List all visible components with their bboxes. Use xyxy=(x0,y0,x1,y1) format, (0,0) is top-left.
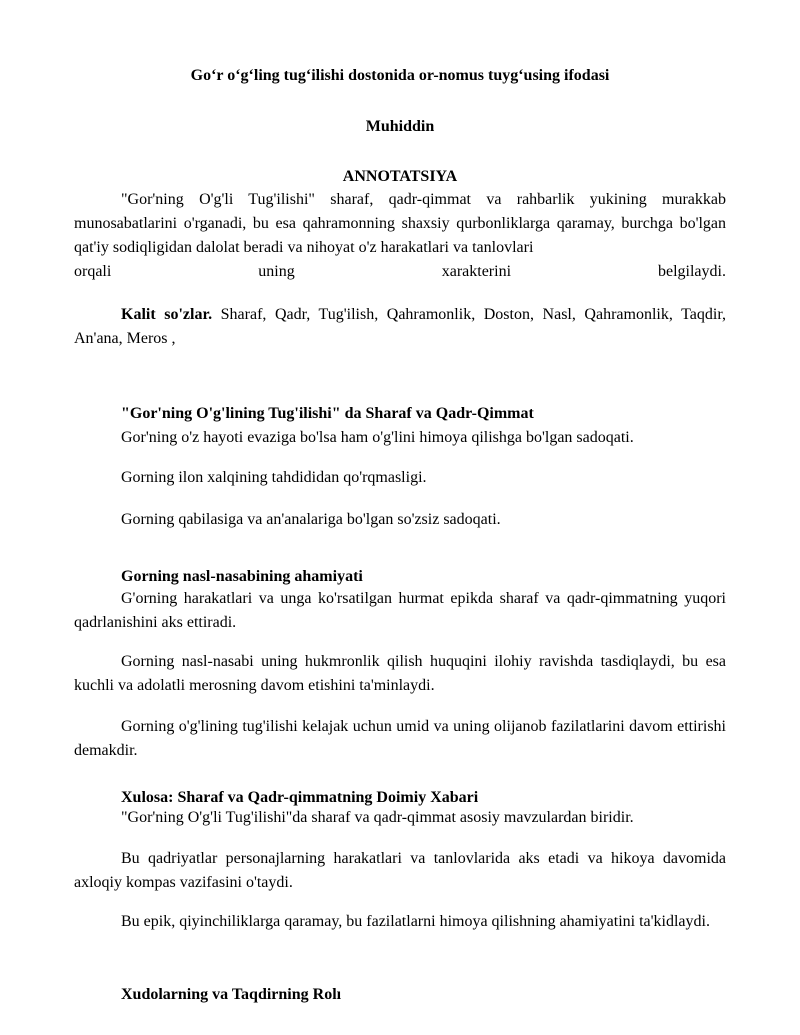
section-paragraph: G'orning harakatlari va unga ko'rsatilgan hurmat epikda sharaf va qadr-qimmatning yuqori qadrlanishini aks ettiradi. xyxy=(74,590,726,631)
annotation-word: orqali xyxy=(74,263,112,280)
section-paragraph: Bu qadriyatlar personajlarning harakatlari va tanlovlarida aks etadi va hikoya davomida axloqiy kompas vazifasini o'taydi. xyxy=(74,850,726,891)
section-paragraph: Gorning nasl-nasabi uning hukmronlik qilish huquqini ilohiy ravishda tasdiqlaydi, bu esa kuchli va adolatli merosning davom etishini ta'minlaydi. xyxy=(74,653,726,694)
annotation-paragraph: "Gor'ning O'g'li Tug'ilishi" sharaf, qadr-qimmat va rahbarlik yukining murakkab munosabatlarini o'rganadi, bu esa qahramonning shaxsiy qurbonliklarga qaramay, burchga bo'lgan qat'iy sodiqligidan dalolat beradi va nihoyat o'z harakatlari va tanlovlari xyxy=(74,191,726,256)
author-name: Muhiddin xyxy=(365,118,435,135)
section-paragraph: Gorning o'g'lining tug'ilishi kelajak uchun umid va uning olijanob fazilatlarini davom ettirishi demakdir. xyxy=(74,718,726,759)
section-heading: "Gor'ning O'g'lining Tug'ilishi" da Sharaf va Qadr-Qimmat xyxy=(121,405,534,422)
annotation-heading: ANNOTATSIYA xyxy=(342,168,458,185)
section-heading: Xulosa: Sharaf va Qadr-qimmatning Doimiy Xabari xyxy=(121,789,479,806)
annotation-last-line xyxy=(74,260,726,284)
annotation-word: uning xyxy=(258,263,295,280)
keywords-text: Sharaf, Qadr, Tug'ilish, Qahramonlik, Doston, Nasl, Qahramonlik, Taqdir, An'ana, Meros , xyxy=(74,306,727,347)
section-paragraph: Gor'ning o'z hayoti evaziga bo'lsa ham o'g'lini himoya qilishga bo'lgan sadoqati. xyxy=(121,429,634,446)
annotation-word: belgilaydi. xyxy=(657,263,726,280)
section-paragraph: Gorning ilon xalqining tahdididan qo'rqmasligi. xyxy=(121,469,427,486)
section-heading: Xudolarning va Taqdirning Rolı xyxy=(121,986,342,1003)
section-paragraph: Gorning qabilasiga va an'analariga bo'lgan so'zsiz sadoqati. xyxy=(121,511,501,528)
section-paragraph: Bu epik, qiyinchiliklarga qaramay, bu fazilatlarni himoya qilishning ahamiyatini ta'kidlaydi. xyxy=(121,913,710,930)
section-heading: Gorning nasl-nasabining ahamiyati xyxy=(121,568,363,585)
section-paragraph: "Gor'ning O'g'li Tug'ilishi"da sharaf va qadr-qimmat asosiy mavzulardan biridir. xyxy=(121,809,634,826)
keywords-paragraph xyxy=(74,303,726,351)
keywords-label: Kalit so'zlar. xyxy=(121,306,213,323)
document-title: Go‘r o‘g‘ling tug‘ilishi dostonida or-nomus tuyg‘using ifodasi xyxy=(190,67,610,84)
annotation-word: xarakterini xyxy=(441,263,512,280)
